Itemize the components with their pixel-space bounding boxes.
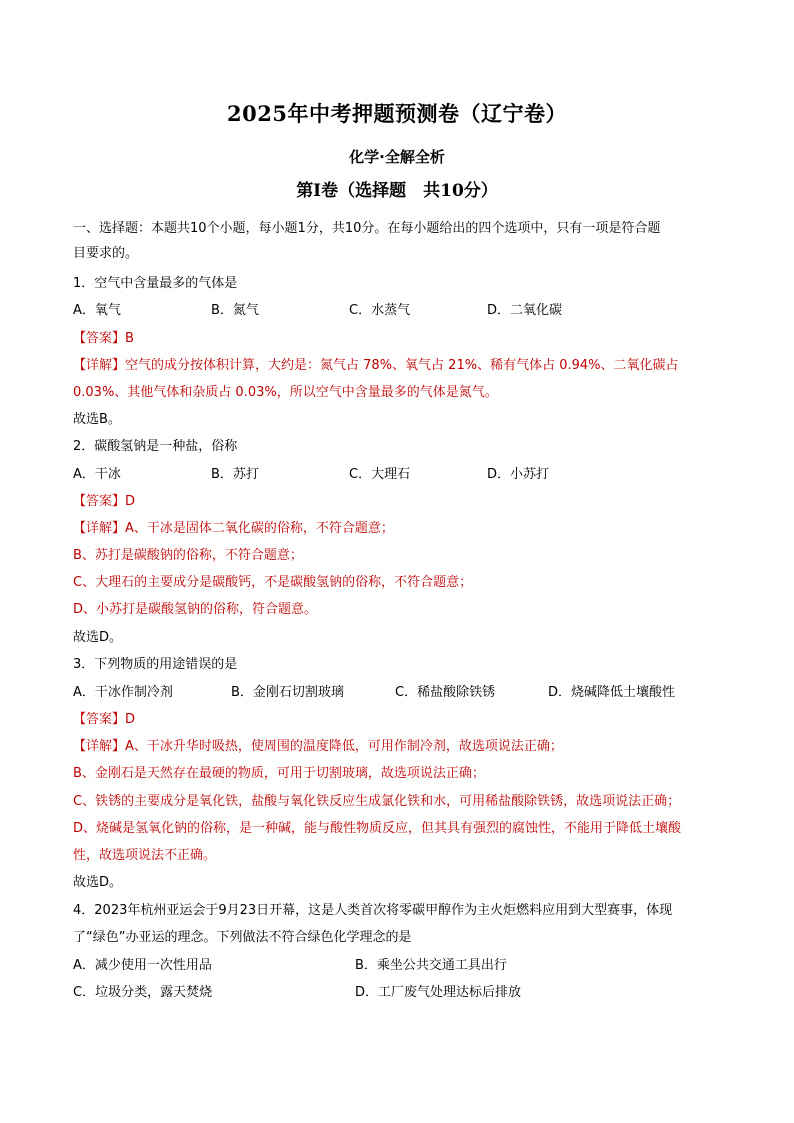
- q1-option-b: B．氮气: [211, 303, 259, 318]
- q2-option-b: B．苏打: [211, 467, 259, 482]
- q1-detail-line-2: 0.03%、其他气体和杂质占 0.03%，所以空气中含量最多的气体是氮气。: [73, 385, 498, 400]
- q1-answer: [73, 330, 134, 348]
- q1-option-c: C．水蒸气: [349, 303, 411, 318]
- q2-detail-line-2: B、苏打是碳酸钠的俗称，不符合题意；: [73, 548, 303, 563]
- detail-text: A、干冰升华时吸热，使周围的温度降低，可用作制冷剂，故选项说法正确；: [125, 739, 563, 754]
- q3-detail-line-1: [73, 738, 563, 756]
- q1-conclusion: 故选B。: [73, 412, 121, 427]
- answer-value: D: [125, 494, 136, 509]
- q2-detail-line-3: C、大理石的主要成分是碳酸钙，不是碳酸氢钠的俗称，不符合题意；: [73, 575, 473, 590]
- q2-option-c: C．大理石: [349, 467, 411, 482]
- q2-answer: [73, 493, 135, 511]
- detail-text: A、干冰是固体二氧化碳的俗称，不符合题意；: [125, 521, 394, 536]
- q1-detail-line-1: [73, 357, 679, 375]
- detail-tag: 【详解】: [73, 739, 126, 754]
- answer-tag: 【答案】: [73, 494, 126, 509]
- q3-detail-line-4: D、烧碱是氢氧化钠的俗称，是一种碱，能与酸性物质反应，但其具有强烈的腐蚀性，不能用于降低土壤酸: [73, 821, 682, 836]
- page-subtitle: 化学·全解全析: [349, 148, 445, 166]
- q1-stem: 1．空气中含量最多的气体是: [73, 276, 238, 291]
- section-heading: 第I卷（选择题 共10分）: [296, 181, 498, 201]
- q2-option-a: A．干冰: [73, 467, 121, 482]
- q4-option-a: A．减少使用一次性用品: [73, 958, 212, 973]
- answer-tag: 【答案】: [73, 712, 126, 727]
- q3-detail-line-3: C、铁锈的主要成分是氧化铁，盐酸与氧化铁反应生成氯化铁和水，可用稀盐酸除铁锈，故选项说法正确；: [73, 794, 681, 809]
- page-title: 2025年中考押题预测卷（辽宁卷）: [227, 101, 567, 126]
- q2-detail-line-4: D、小苏打是碳酸氢钠的俗称，符合题意。: [73, 602, 318, 617]
- q2-conclusion: 故选D。: [73, 630, 123, 645]
- q2-option-d: D．小苏打: [487, 467, 550, 482]
- q3-option-c: C．稀盐酸除铁锈: [395, 685, 496, 700]
- detail-tag: 【详解】: [73, 521, 126, 536]
- q3-detail-line-5: 性，故选项说法不正确。: [73, 848, 217, 863]
- answer-value: B: [125, 331, 134, 346]
- q3-conclusion: 故选D。: [73, 875, 123, 890]
- q3-option-a: A．干冰作制冷剂: [73, 685, 173, 700]
- q3-option-d: D．烧碱降低土壤酸性: [548, 685, 676, 700]
- detail-text: 空气的成分按体积计算，大约是：氮气占 78%、氧气占 21%、稀有气体占 0.94%、二氧化碳占: [125, 358, 679, 373]
- q4-option-b: B．乘坐公共交通工具出行: [355, 958, 507, 973]
- q3-detail-line-2: B、金刚石是天然存在最硬的物质，可用于切割玻璃，故选项说法正确；: [73, 766, 485, 781]
- instructions-line-2: 目要求的。: [73, 246, 139, 261]
- q4-option-d: D．工厂废气处理达标后排放: [355, 985, 522, 1000]
- instructions-line-1: 一、选择题：本题共10个小题，每小题1分，共10分。在每小题给出的四个选项中，只有一项是符合题: [73, 221, 661, 236]
- detail-tag: 【详解】: [73, 358, 126, 373]
- q2-stem: 2．碳酸氢钠是一种盐，俗称: [73, 439, 238, 454]
- q2-detail-line-1: [73, 520, 394, 538]
- answer-tag: 【答案】: [73, 331, 126, 346]
- q1-option-a: A．氧气: [73, 303, 121, 318]
- q3-option-b: B．金刚石切割玻璃: [231, 685, 344, 700]
- q3-stem: 3．下列物质的用途错误的是: [73, 657, 238, 672]
- q4-stem-line-1: 4．2023年杭州亚运会于9月23日开幕，这是人类首次将零碳甲醇作为主火炬燃料应用到大型赛事，体现: [73, 903, 673, 918]
- q4-stem-line-2: 了“绿色”办亚运的理念。下列做法不符合绿色化学理念的是: [73, 930, 412, 945]
- q1-option-d: D．二氧化碳: [487, 303, 563, 318]
- q4-option-c: C．垃圾分类，露天焚烧: [73, 985, 213, 1000]
- q3-answer: [73, 711, 135, 729]
- answer-value: D: [125, 712, 136, 727]
